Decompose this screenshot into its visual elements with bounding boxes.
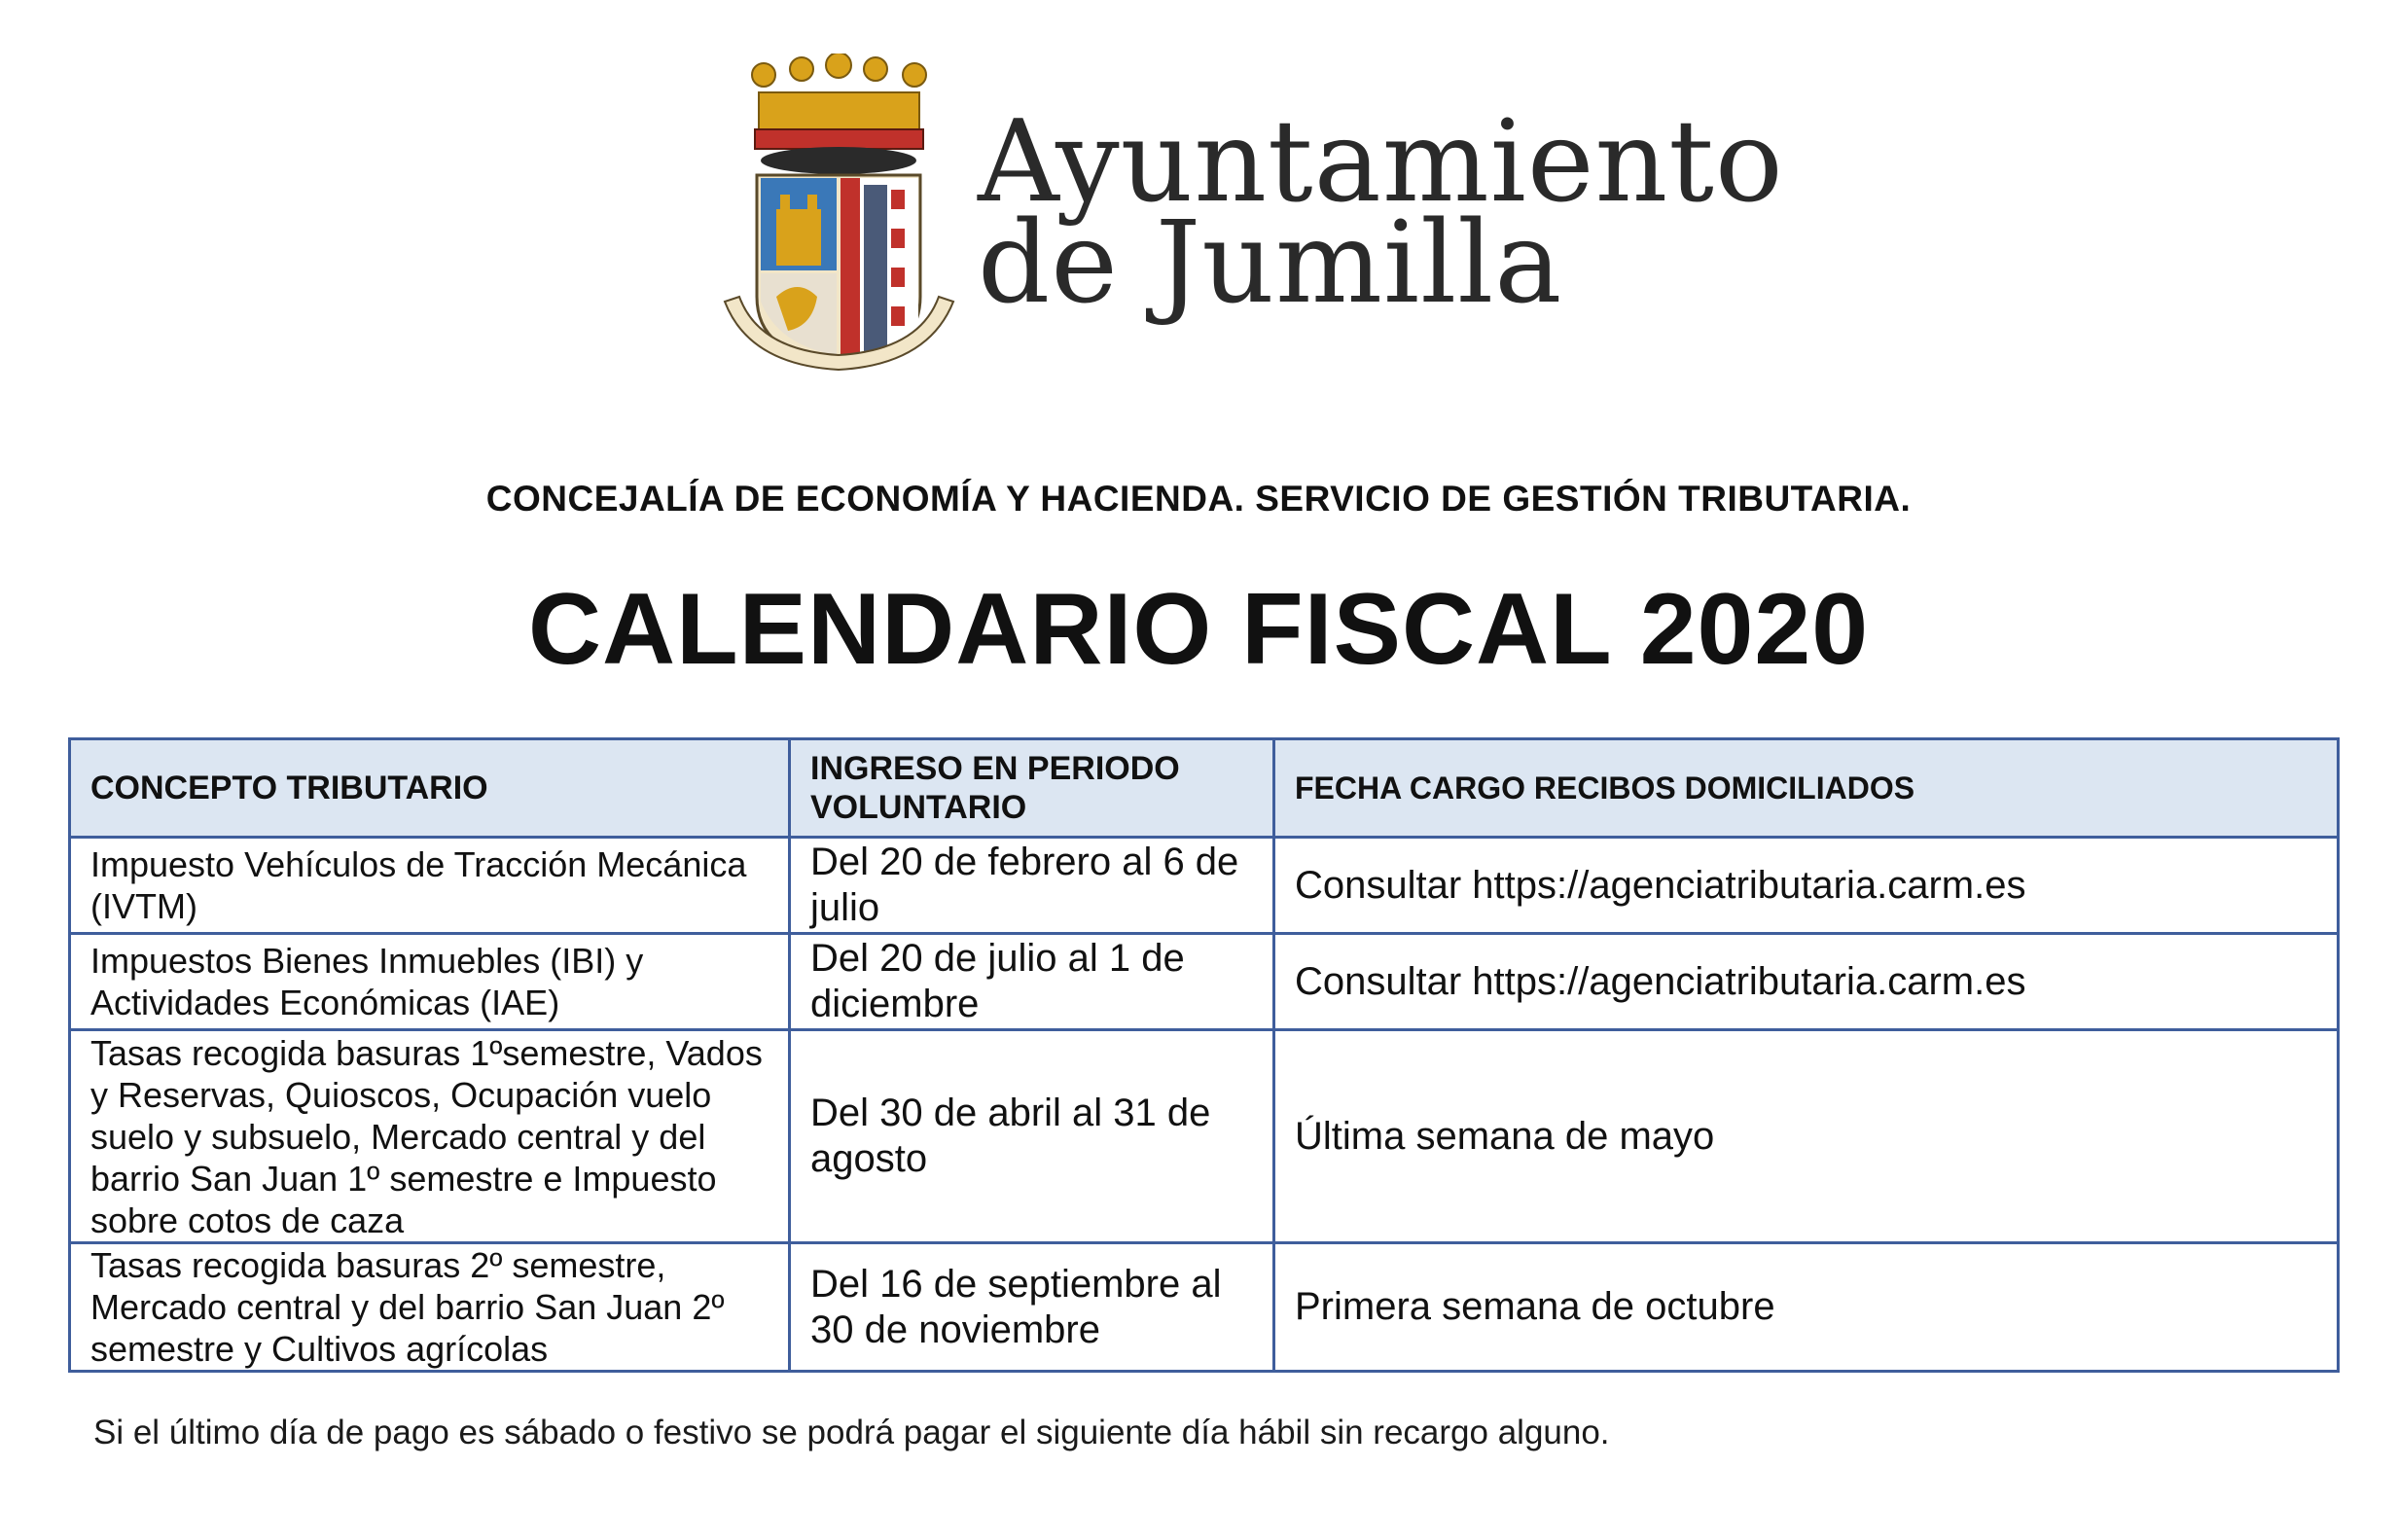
logo-line2: de Jumilla [978,197,1563,329]
coat-of-arms-icon [720,54,958,375]
table-row [70,1030,2339,1243]
municipal-logo [720,54,1784,375]
table-cell-charge-date: Última semana de mayo [1274,1030,2339,1243]
table-cell-period: Del 30 de abril al 31 de agosto [790,1030,1274,1243]
table-cell-concept: Tasas recogida basuras 1ºsemestre, Vados y Reservas, Quioscos, Ocupación vuelo suelo y subsuelo, Mercado central y del barrio San Juan 1º semestre e Impuesto sobre cotos de caza [70,1030,790,1243]
table-cell-period: Del 20 de febrero al 6 de julio [790,838,1274,934]
table-cell-charge-date: Consultar https://agenciatributaria.carm.es [1274,838,2339,934]
fiscal-calendar-table [68,737,2340,1373]
table-cell-charge-date: Consultar https://agenciatributaria.carm.es [1274,934,2339,1030]
page-title: CALENDARIO FISCAL 2020 [527,573,1870,686]
crown-icon [752,54,926,174]
table-cell-concept: Impuestos Bienes Inmuebles (IBI) y Actividades Económicas (IAE) [70,934,790,1030]
logo-line1: Ayuntamiento [978,96,1784,228]
table-cell-concept: Tasas recogida basuras 2º semestre, Mercado central y del barrio San Juan 2º semestre y Cultivos agrícolas [70,1243,790,1372]
table-header-row [70,739,2339,838]
shield-icon [757,175,920,363]
payment-note: Si el último día de pago es sábado o festivo se podrá pagar el siguiente día hábil sin recargo alguno. [93,1414,1610,1451]
logo-wordmark [978,96,1784,329]
column-header: INGRESO EN PERIODO VOLUNTARIO [790,739,1274,838]
table-cell-period: Del 16 de septiembre al 30 de noviembre [790,1243,1274,1372]
column-header: FECHA CARGO RECIBOS DOMICILIADOS [1274,739,2339,838]
table-row [70,838,2339,934]
table-cell-concept: Impuesto Vehículos de Tracción Mecánica (IVTM) [70,838,790,934]
table-row [70,1243,2339,1372]
table-cell-charge-date: Primera semana de octubre [1274,1243,2339,1372]
column-header: CONCEPTO TRIBUTARIO [70,739,790,838]
department-subtitle: CONCEJALÍA DE ECONOMÍA Y HACIENDA. SERVICIO DE GESTIÓN TRIBUTARIA. [485,479,1912,519]
table-row [70,934,2339,1030]
table-cell-period: Del 20 de julio al 1 de diciembre [790,934,1274,1030]
